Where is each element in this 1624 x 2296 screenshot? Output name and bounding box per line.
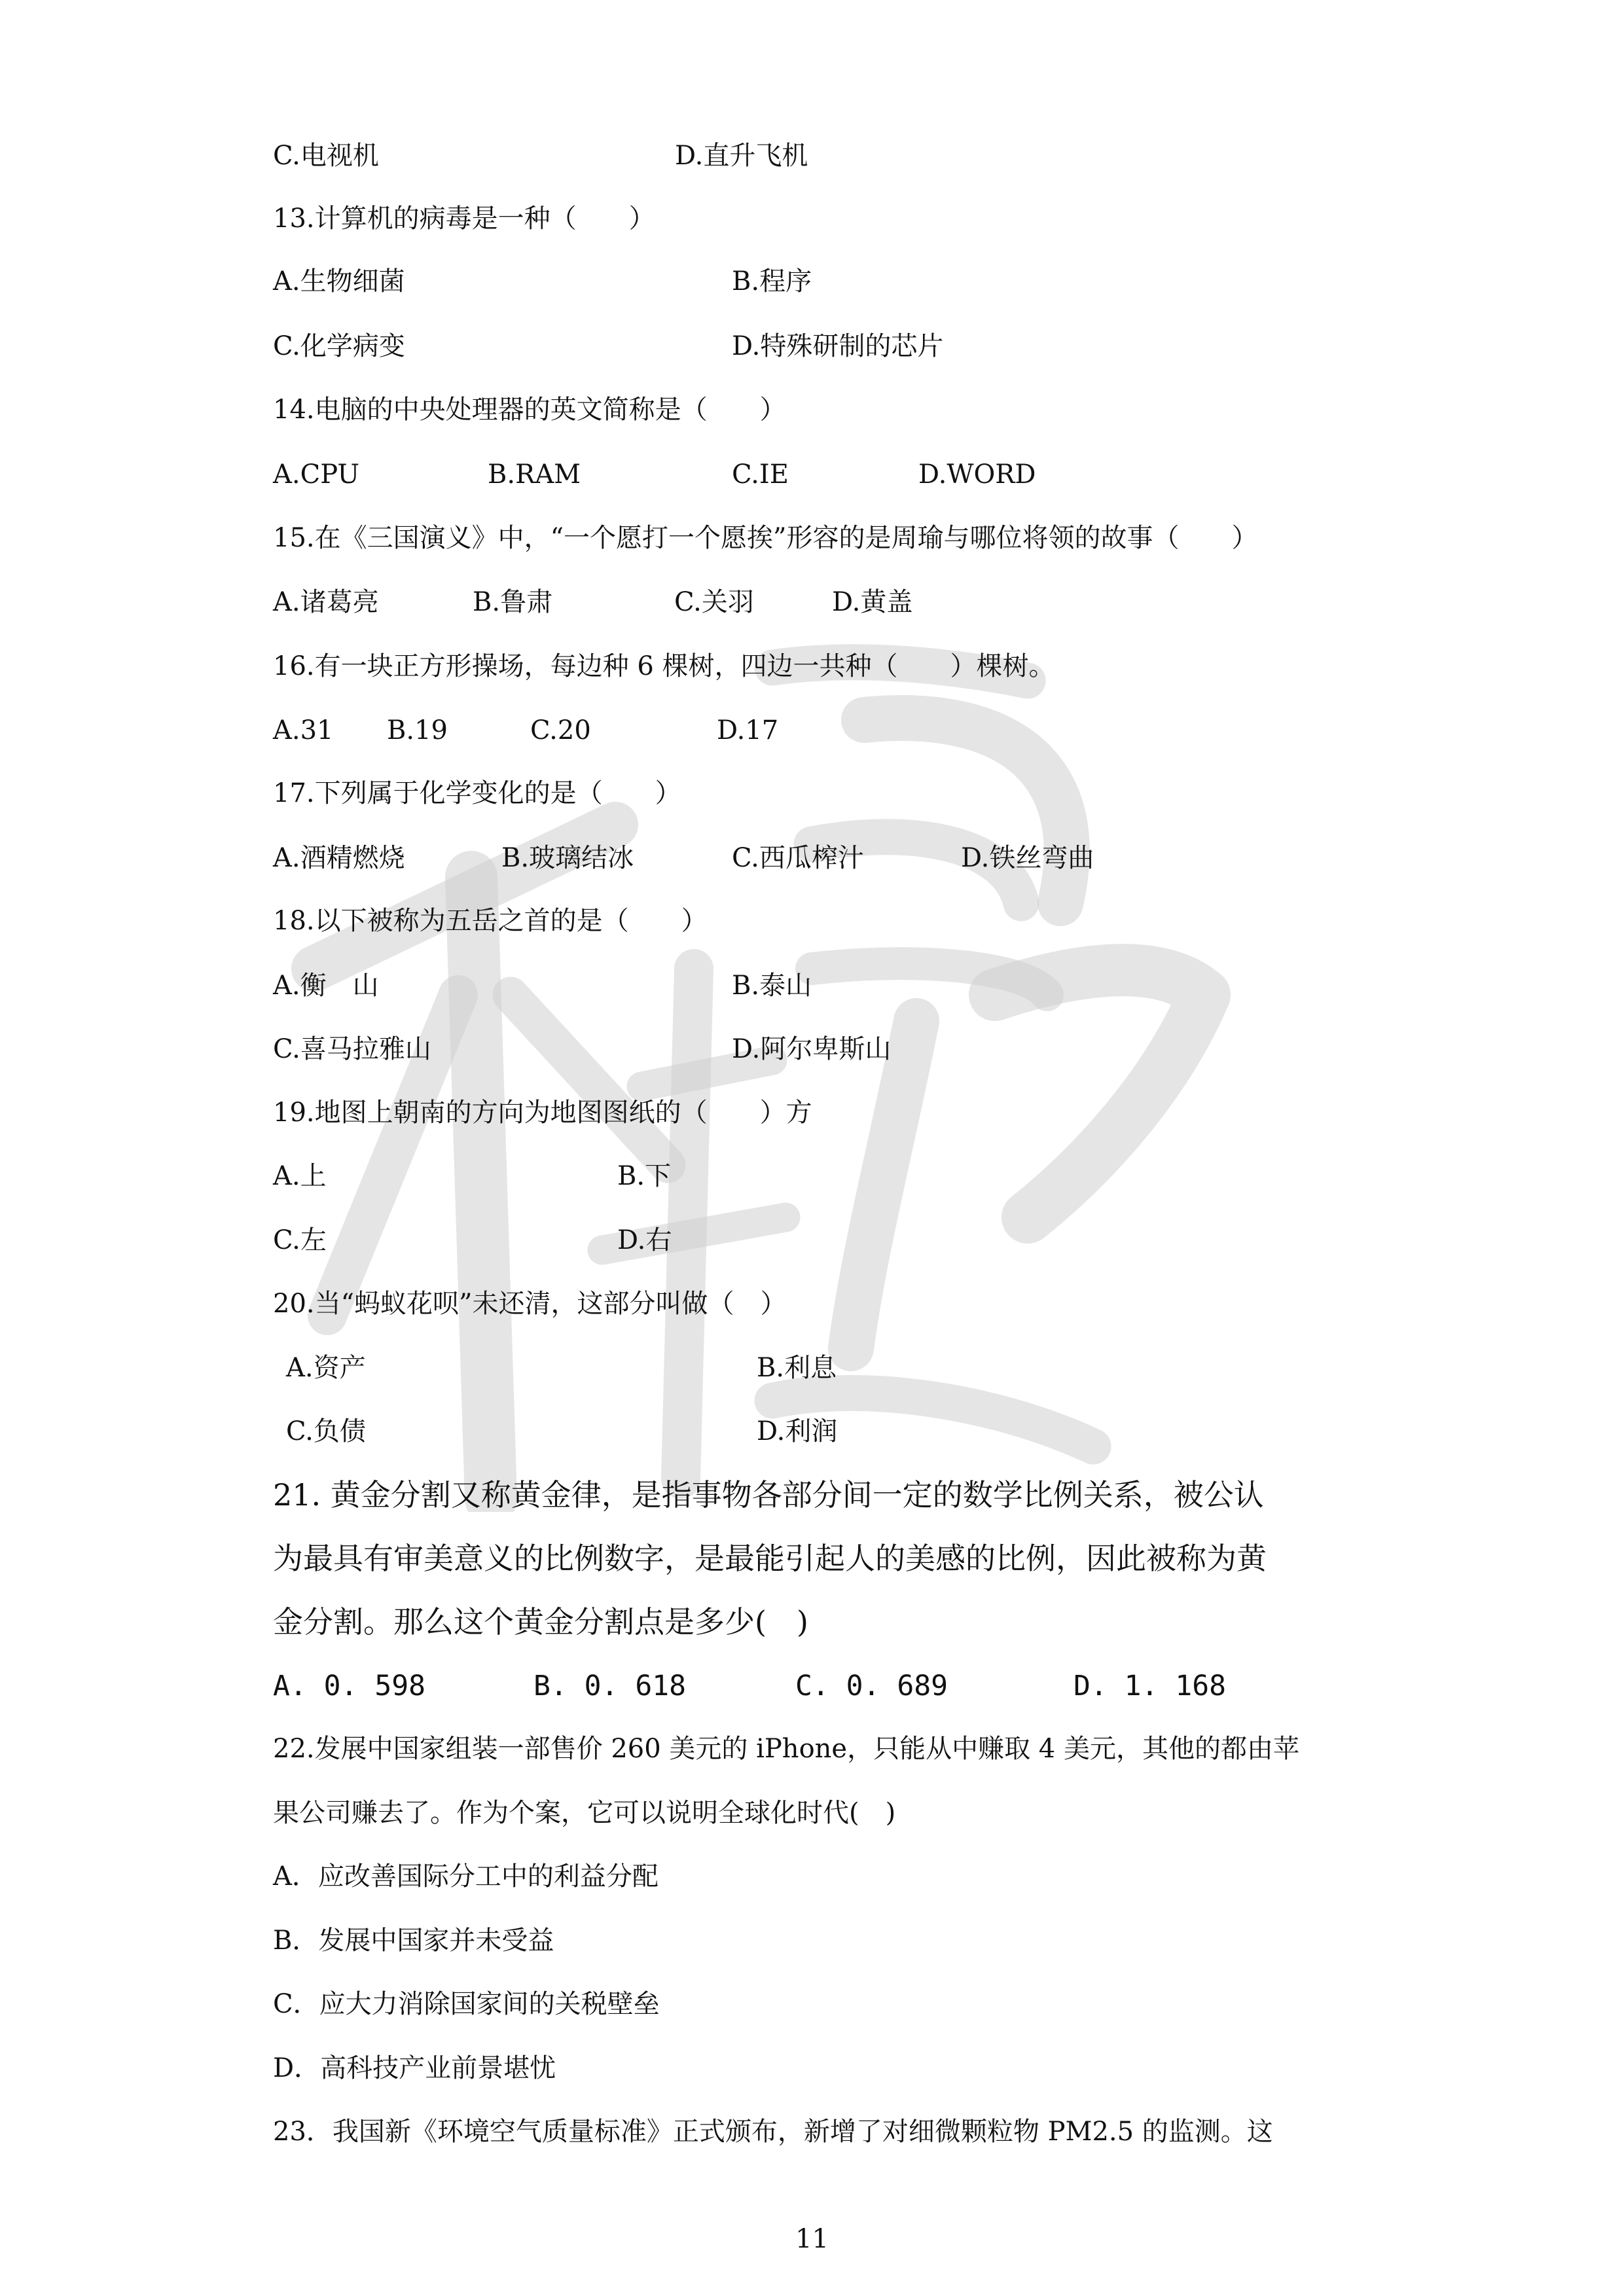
option-b: B.RAM [488,459,581,490]
option-a: A.31 [273,715,334,745]
option-c: C.关羽 [674,587,754,617]
option-d: D.直升飞机 [675,141,808,171]
options-row [0,963,1624,1009]
option-c: C.左 [273,1225,327,1255]
question-text: 14.电脑的中央处理器的英文简称是（ ） [273,395,786,425]
options-row [0,579,1624,625]
question-text: 23．我国新《环境空气质量标准》正式颁布，新增了对细微颗粒物 PM2.5 的监测。这 [273,2117,1273,2147]
question-text: 17.下列属于化学变化的是（ ） [273,778,681,808]
option-c: C.IE [732,459,789,490]
option-a: A.酒精燃烧 [273,843,405,873]
question-20 [0,1281,1624,1327]
option-c: C.西瓜榨汁 [732,843,864,873]
option-c: C.化学病变 [273,331,405,361]
question-21 [0,1472,1624,1518]
option-row [0,1981,1624,2027]
option-d: D.特殊研制的芯片 [732,331,944,361]
option-b: B.19 [387,715,448,745]
question-text: 21. 黄金分割又称黄金律，是指事物各部分间一定的数学比例关系，被公认 [273,1477,1264,1513]
option-b: B.程序 [732,266,812,296]
option-a: A.CPU [273,459,360,490]
question-18 [0,898,1624,944]
option-c: C.电视机 [273,141,379,171]
question-text: 20.当“蚂蚁花呗”未还清，这部分叫做（ ） [273,1289,787,1319]
option-a: A.衡 山 [273,971,379,1001]
options-row [0,1026,1624,1072]
page-number: 11 [795,2224,829,2254]
option-d: D.阿尔卑斯山 [732,1034,892,1064]
question-text-continued [0,1790,1624,1836]
option-row [0,1918,1624,1964]
question-text: 19.地图上朝南的方向为地图图纸的（ ）方 [273,1098,812,1128]
question-text: 为最具有审美意义的比例数字，是最能引起人的美感的比例，因此被称为黄 [273,1541,1267,1576]
option-a: A.上 [273,1161,327,1191]
option-d: D.17 [717,715,779,745]
option-b: B. 0. 618 [533,1670,686,1702]
option-b: B.利息 [757,1353,837,1383]
question-16 [0,643,1624,689]
options-row [0,835,1624,881]
question-text-continued [0,1599,1624,1645]
option-row [0,1854,1624,1899]
option-d: D．高科技产业前景堪忧 [273,2053,556,2083]
question-13 [0,196,1624,242]
question-text: 果公司赚去了。作为个案，它可以说明全球化时代( ) [273,1798,896,1828]
option-b: B.鲁肃 [473,587,553,617]
option-d: D.右 [617,1225,672,1255]
question-17 [0,770,1624,816]
option-b: B.下 [617,1161,672,1191]
option-c: C.喜马拉雅山 [273,1034,431,1064]
option-a: A.资产 [286,1353,366,1383]
options-row [0,1217,1624,1263]
option-d: D.利润 [757,1416,838,1446]
option-b: B．发展中国家并未受益 [273,1926,554,1956]
options-row [0,323,1624,369]
question-text: 18.以下被称为五岳之首的是（ ） [273,906,708,936]
question-22 [0,1726,1624,1772]
options-row [0,133,1624,179]
option-d: D.铁丝弯曲 [961,843,1094,873]
option-a: A.生物细菌 [273,266,405,296]
question-text: 22.发展中国家组装一部售价 260 美元的 iPhone，只能从中赚取 4 美元，其他的都由苹 [273,1734,1299,1764]
options-row [0,1153,1624,1199]
option-a: A.诸葛亮 [273,587,379,617]
option-c: C．应大力消除国家间的关税壁垒 [273,1989,660,2019]
option-d: D. 1. 168 [1074,1670,1226,1702]
options-row [0,1663,1624,1709]
options-row [0,708,1624,753]
option-c: C.20 [530,715,591,745]
option-a: A. 0. 598 [273,1670,425,1702]
options-row [0,1345,1624,1391]
option-d: D.WORD [918,459,1036,490]
question-text: 16.有一块正方形操场，每边种 6 棵树，四边一共种（ ）棵树。 [273,651,1055,681]
option-b: B.玻璃结冰 [501,843,634,873]
question-text: 金分割。那么这个黄金分割点是多少( ) [273,1604,808,1640]
option-a: A．应改善国际分工中的利益分配 [273,1861,659,1892]
option-c: C. 0. 689 [795,1670,948,1702]
question-text: 13.计算机的病毒是一种（ ） [273,204,655,234]
option-c: C.负债 [286,1416,366,1446]
question-text: 15.在《三国演义》中，“一个愿打一个愿挨”形容的是周瑜与哪位将领的故事（ ） [273,523,1258,553]
options-row [0,259,1624,304]
question-15 [0,515,1624,561]
question-14 [0,387,1624,433]
option-row [0,2045,1624,2091]
options-row [0,1408,1624,1454]
question-text-continued [0,1535,1624,1581]
question-19 [0,1090,1624,1136]
options-row [0,452,1624,497]
option-d: D.黄盖 [832,587,913,617]
option-b: B.泰山 [732,971,812,1001]
question-23 [0,2109,1624,2155]
